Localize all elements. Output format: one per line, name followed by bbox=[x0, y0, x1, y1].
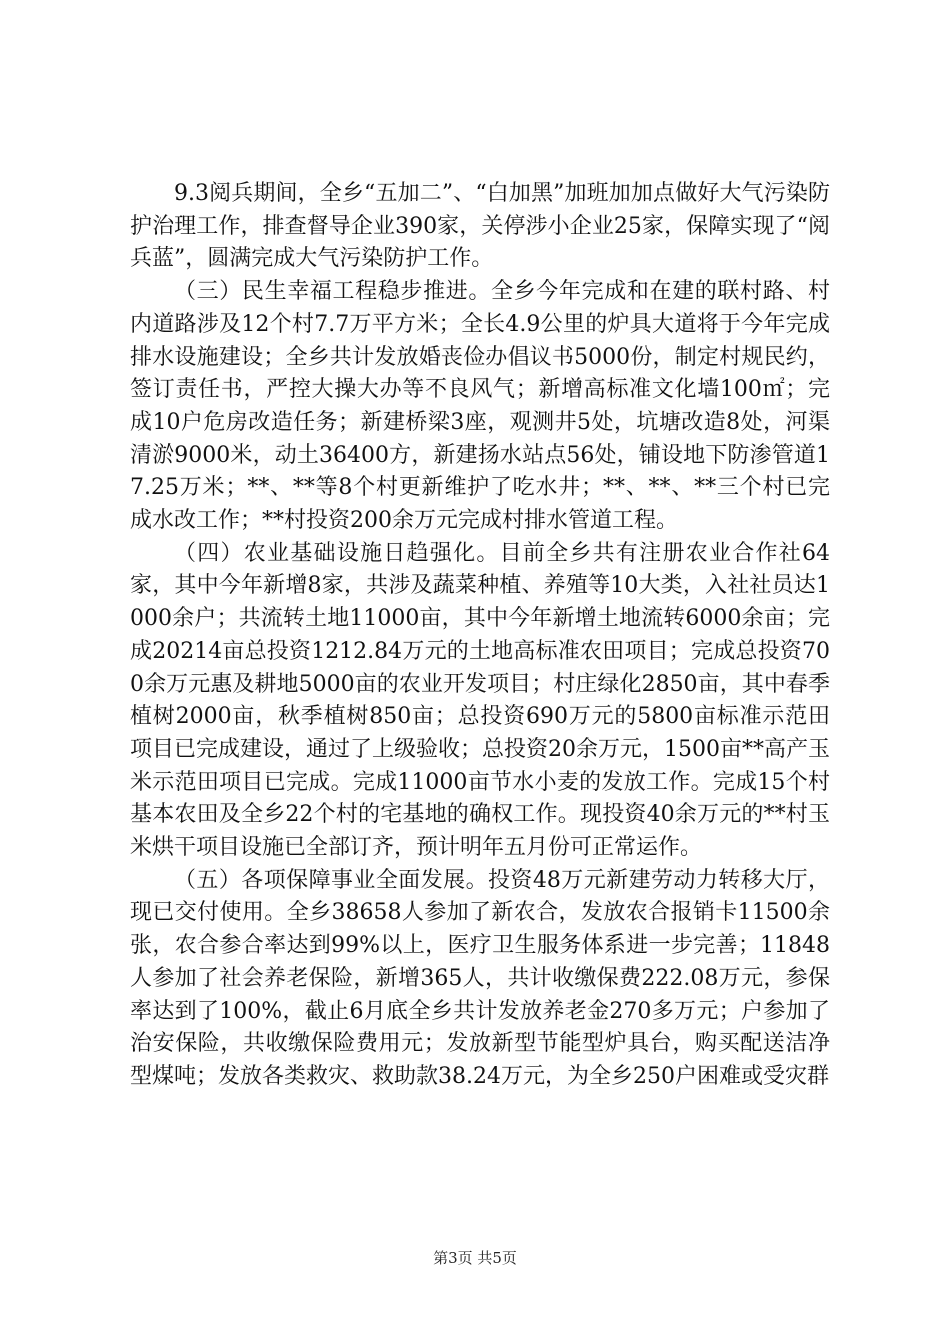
body-text bbox=[130, 178, 830, 1094]
paragraph-social-security: （五）各项保障事业全面发展。投资48万元新建劳动力转移大厅，现已交付使用。全乡38658人参加了新农合，发放农合报销卡11500余张，农合参合率达到99%以上，医疗卫生服务体系进一步完善；11848人参加了社会养老保险，新增365人，共计收缴保费222.08万元，参保率达到了100%，截止6月底全乡共计发放养老金270多万元；户参加了治安保险，共收缴保险费用元；发放新型节能型炉具台，购买配送洁净型煤吨；发放各类救灾、救助款38.24万元，为全乡250户困难或受灾群 bbox=[130, 867, 830, 1089]
paragraph-livelihood-projects: （三）民生幸福工程稳步推进。全乡今年完成和在建的联村路、村内道路涉及12个村7.7万平方米；全长4.9公里的炉具大道将于今年完成排水设施建设；全乡共计发放婚丧俭办倡议书5000份，制定村规民约，签订责任书，严控大操大办等不良风气；新增高标准文化墙100㎡；完成10户危房改造任务；新建桥梁3座，观测井5处，坑塘改造8处，河渠清淤9000米，动土36400方，新建扬水站点56处，铺设地下防渗管道17.25万米；**、**等8个村更新维护了吃水井；**、**、**三个村已完成水改工作；**村投资200余万元完成村排水管道工程。 bbox=[130, 279, 830, 534]
page-footer: 第3页 共5页 bbox=[433, 1249, 517, 1267]
paragraph-agriculture-infrastructure: （四）农业基础设施日趋强化。目前全乡共有注册农业合作社64家，其中今年新增8家，共涉及蔬菜种植、养殖等10大类，入社社员达1000余户；共流转土地11000亩，其中今年新增土地流转6000余亩；完成20214亩总投资1212.84万元的土地高标准农田项目；完成总投资700余万元惠及耕地5000亩的农业开发项目；村庄绿化2850亩，其中春季植树2000亩，秋季植树850亩；总投资690万元的5800亩标准示范田项目已完成建设，通过了上级验收；总投资20余万元，1500亩**高产玉米示范田项目已完成。完成11000亩节水小麦的发放工作。完成15个村基本农田及全乡22个村的宅基地的确权工作。现投资40余万元的**村玉米烘干项目设施已全部订齐，预计明年五月份可正常运作。 bbox=[130, 540, 830, 861]
paragraph-air-pollution: 9.3阅兵期间，全乡“五加二”、“白加黑”加班加加点做好大气污染防护治理工作，排查督导企业390家，关停涉小企业25家，保障实现了“阅兵蓝”，圆满完成大气污染防护工作。 bbox=[130, 181, 830, 272]
